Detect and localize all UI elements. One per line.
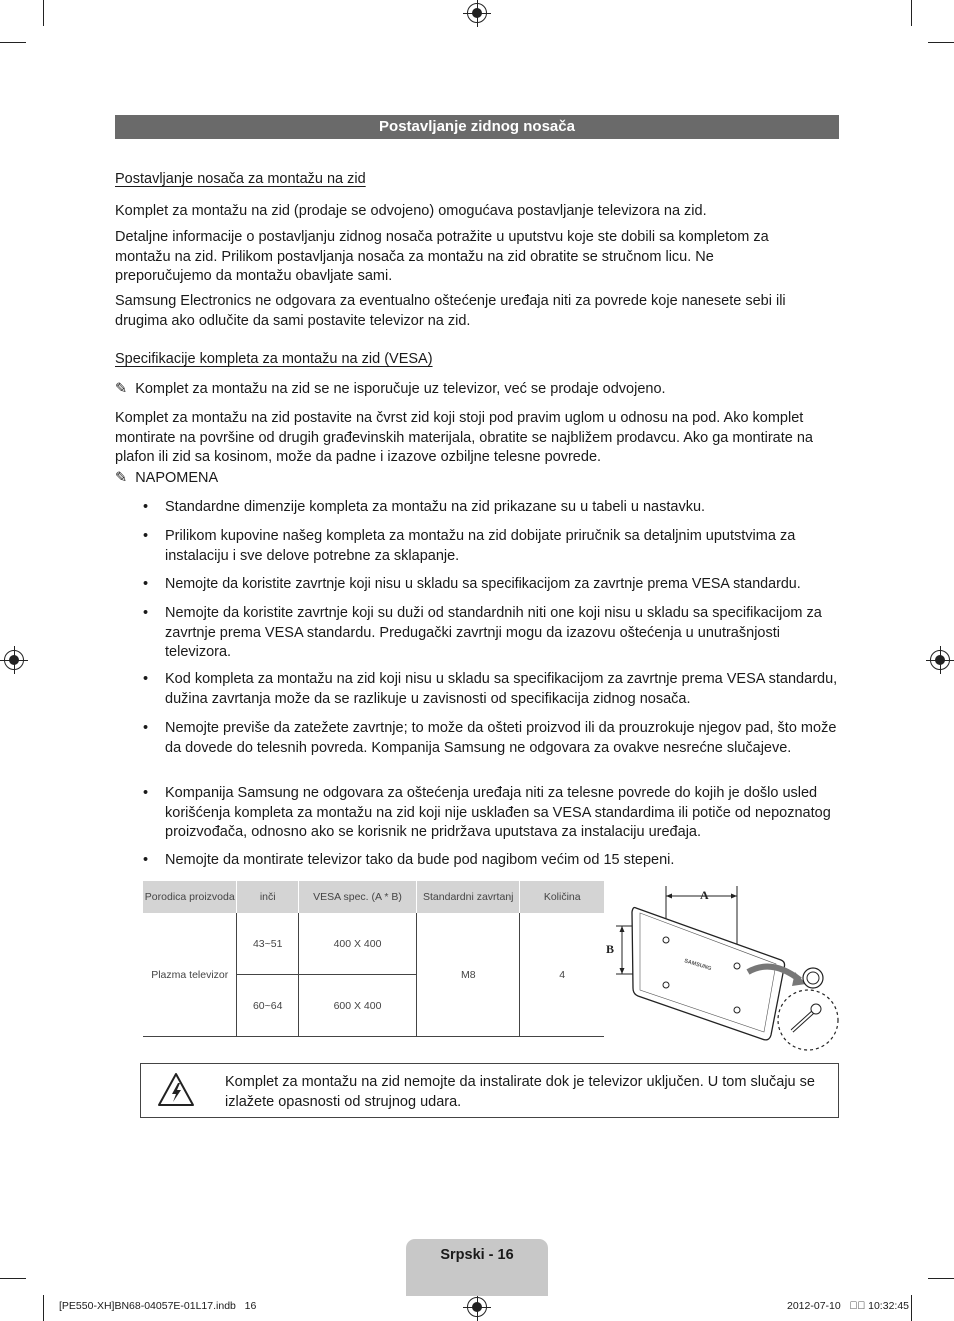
list-item-text: Nemojte previše da zatežete zavrtnje; to može da ošteti proizvod ili da prouzrokuje njegov pad, što može da dovede do telesnih povreda. Kompanija Samsung ne odgovara za ovakve nesrećne slučajeve. (165, 720, 837, 756)
list-item-text: Standardne dimenzije kompleta za montažu na zid prikazane su u tabeli u nastavku. (165, 499, 706, 515)
table-header-cell: Porodica proizvoda (143, 881, 237, 913)
page-number-tab (406, 1239, 548, 1296)
pencil-icon: ✎ (115, 470, 128, 486)
crop-mark (928, 42, 954, 43)
page-number: Srpski - 16 (440, 1247, 514, 1263)
vesa-spec-table (143, 881, 604, 1037)
electric-shock-warning-icon (157, 1072, 195, 1108)
pencil-icon: ✎ (115, 381, 128, 397)
crop-mark (911, 0, 912, 26)
warning-box (140, 1063, 839, 1118)
note-1 (115, 380, 666, 400)
list-item-text: Nemojte da koristite zavrtnje koji nisu u skladu sa specifikacijom za zavrtnje prema VESA standardu. (165, 576, 801, 592)
subheading-wall-mount: Postavljanje nosača za montažu na zid (115, 171, 366, 187)
table-cell-inch: 60~64 (237, 975, 298, 1037)
paragraph: Samsung Electronics ne odgovara za eventualno oštećenje uređaja niti za povrede koje nanesete sebi ili drugima ako odlučite da sami postavite televizor na zid. (115, 293, 786, 329)
table-cell-family: Plazma televizor (143, 913, 237, 1037)
table-header-cell: Standardni zavrtanj (417, 881, 520, 913)
paragraph: Komplet za montažu na zid (prodaje se odvojeno) omogućava postavljanje televizora na zid. (115, 203, 707, 219)
bullet-icon: • (143, 528, 149, 544)
bullet-icon: • (143, 720, 149, 736)
registration-mark-icon (4, 650, 24, 670)
note-label-text: NAPOMENA (135, 470, 219, 486)
list-item-text: Prilikom kupovine našeg kompleta za montažu na zid dobijate priručnik sa detaljnim uputstvima za instalaciju i sve delove potrebne za sklapanje. (165, 528, 796, 564)
table-header-cell: inči (237, 881, 298, 913)
crop-mark (911, 1295, 912, 1321)
table-header-row (143, 881, 604, 913)
brand-logo: SAMSUNG (683, 958, 713, 973)
footer-date: 2012-07-10 ￿￿ 10:32:45 (787, 1300, 910, 1312)
note-text: Komplet za montažu na zid se ne isporučuje uz televizor, već se prodaje odvojeno. (135, 381, 666, 397)
registration-mark-icon (930, 650, 950, 670)
paragraph: Detaljne informacije o postavljanju zidnog nosača potražite u uputstvu koje ste dobili sa kompletom za montažu na zid. Prilikom postavljanja nosača za montažu na zid obratite se stručnom licu. Ne preporučujemo da montažu obavljate sami. (115, 229, 769, 284)
table-cell-inch: 43~51 (237, 913, 298, 975)
crop-mark (43, 0, 44, 26)
list-item-text: Nemojte da koristite zavrtnje koji su duži od standardnih niti one koji nisu u skladu sa specifikacijom za zavrtnje prema VESA standardu. Predugački zavrtnji mogu da izazovu oštećenja u unutrašnjosti televizora. (165, 605, 822, 660)
section-title: Postavljanje zidnog nosača (115, 115, 839, 139)
footer-file-name: [PE550-XH]BN68-04057E-01L17.indb 16 (59, 1300, 257, 1312)
table-header-cell: Količina (520, 881, 604, 913)
dimension-label-a: A (700, 888, 709, 902)
crop-mark (928, 1278, 954, 1279)
registration-mark-icon (467, 1297, 487, 1317)
list-item-text: Nemojte da montirate televizor tako da bude pod nagibom većim od 15 stepeni. (165, 852, 675, 868)
list-item-text: Kompanija Samsung ne odgovara za oštećenja uređaja niti za telesne povrede do kojih je došlo usled korišćenja kompleta za montažu na zid koji nije usklađen sa VESA standardima ili potiče od nepoznatog proizvođača, odnosno ako se korisnik ne pridržava uputstava za instalaciju uređaja. (165, 785, 831, 840)
registration-mark-icon (467, 3, 487, 23)
bullet-icon: • (143, 576, 149, 592)
paragraph: Komplet za montažu na zid postavite na čvrst zid koji stoji pod pravim uglom u odnosu na pod. Ako komplet montirate na površine od drugih građevinskih materijala, obratite se najbližem prodavcu. Ako ga montirate na plafon ili zid sa kosinom, može da padne i izazove ozbiljne telesne povrede. (115, 410, 813, 465)
table-row (143, 913, 604, 975)
bullet-icon: • (143, 785, 149, 801)
list-item-text: Kod kompleta za montažu na zid koji nisu u skladu sa specifikacijom za zavrtnje prema VESA standardu, dužina zavrtanja može da se razlikuje u zavisnosti od specifikacija zidnog nosača. (165, 671, 838, 707)
crop-mark (43, 1295, 44, 1321)
crop-mark (0, 1278, 26, 1279)
table-header-cell: VESA spec. (A * B) (298, 881, 416, 913)
table-cell-vesa: 400 X 400 (298, 913, 416, 975)
table-cell-screw: M8 (417, 913, 520, 1037)
table-cell-quantity: 4 (520, 913, 604, 1037)
bullet-icon: • (143, 671, 149, 687)
tv-back-diagram (600, 880, 845, 1052)
dimension-label-b: B (606, 942, 615, 956)
crop-mark (0, 42, 26, 43)
table-cell-vesa: 600 X 400 (298, 975, 416, 1037)
note-label (115, 469, 218, 489)
bullet-icon: • (143, 852, 149, 868)
warning-text: Komplet za montažu na zid nemojte da instalirate dok je televizor uključen. U tom slučaju se izlažete opasnosti od strujnog udara. (225, 1074, 815, 1110)
bullet-icon: • (143, 605, 149, 621)
bullet-icon: • (143, 499, 149, 515)
subheading-vesa-spec: Specifikacije kompleta za montažu na zid (VESA) (115, 351, 433, 367)
